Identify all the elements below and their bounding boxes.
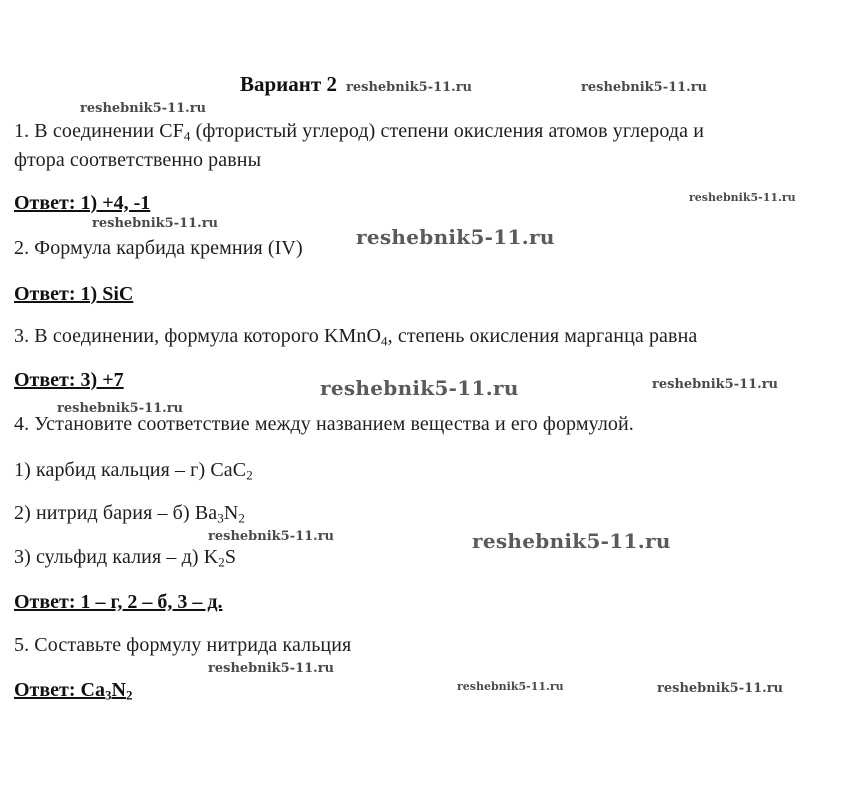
watermark: reshebnik5-11.ru [657,681,784,696]
variant-title: Вариант 2 [240,72,337,96]
watermark: reshebnik5-11.ru [57,401,184,416]
watermark: reshebnik5-11.ru [472,529,671,553]
question-4-item-2: 2) нитрид бария – б) $Ba_3N_2$ [14,502,246,526]
question-4: 4. Установите соответствие между названием вещества и его формулой. [14,413,634,435]
watermark: reshebnik5-11.ru [457,680,564,693]
watermark: reshebnik5-11.ru [92,216,219,231]
watermark: reshebnik5-11.ru [652,377,779,392]
question-5: 5. Составьте формулу нитрида кальция [14,634,352,656]
watermark: reshebnik5-11.ru [80,101,207,116]
question-1-line-2: фтора соответственно равны [14,149,262,171]
watermark: reshebnik5-11.ru [320,376,519,400]
watermark: reshebnik5-11.ru [356,225,555,249]
question-4-item-3: 3) сульфид калия – д) $K_2S$ [14,546,237,570]
answer-1: Ответ: 1) +4, -1 [14,192,151,214]
answer-5: Ответ: $Ca_3N_2$ [14,679,133,703]
watermark: reshebnik5-11.ru [581,80,708,95]
answer-2: Ответ: 1) SiC [14,283,134,305]
question-1-line-1: 1. В соединении $CF_4$ (фтористый углерод) степени окисления атомов углерода и [14,120,704,144]
watermark: reshebnik5-11.ru [346,80,473,95]
answer-3: Ответ: 3) +7 [14,369,124,391]
question-4-item-1: 1) карбид кальция – г) CaC$_2$ [14,459,253,483]
question-3: 3. В соединении, формула которого KMnO$_4$, степень окисления марганца равна [14,325,698,349]
answer-4: Ответ: 1 – г, 2 – б, 3 – д. [14,591,223,613]
watermark: reshebnik5-11.ru [689,191,796,204]
question-2: 2. Формула карбида кремния (IV) [14,237,303,259]
watermark: reshebnik5-11.ru [208,661,335,676]
watermark: reshebnik5-11.ru [208,529,335,544]
